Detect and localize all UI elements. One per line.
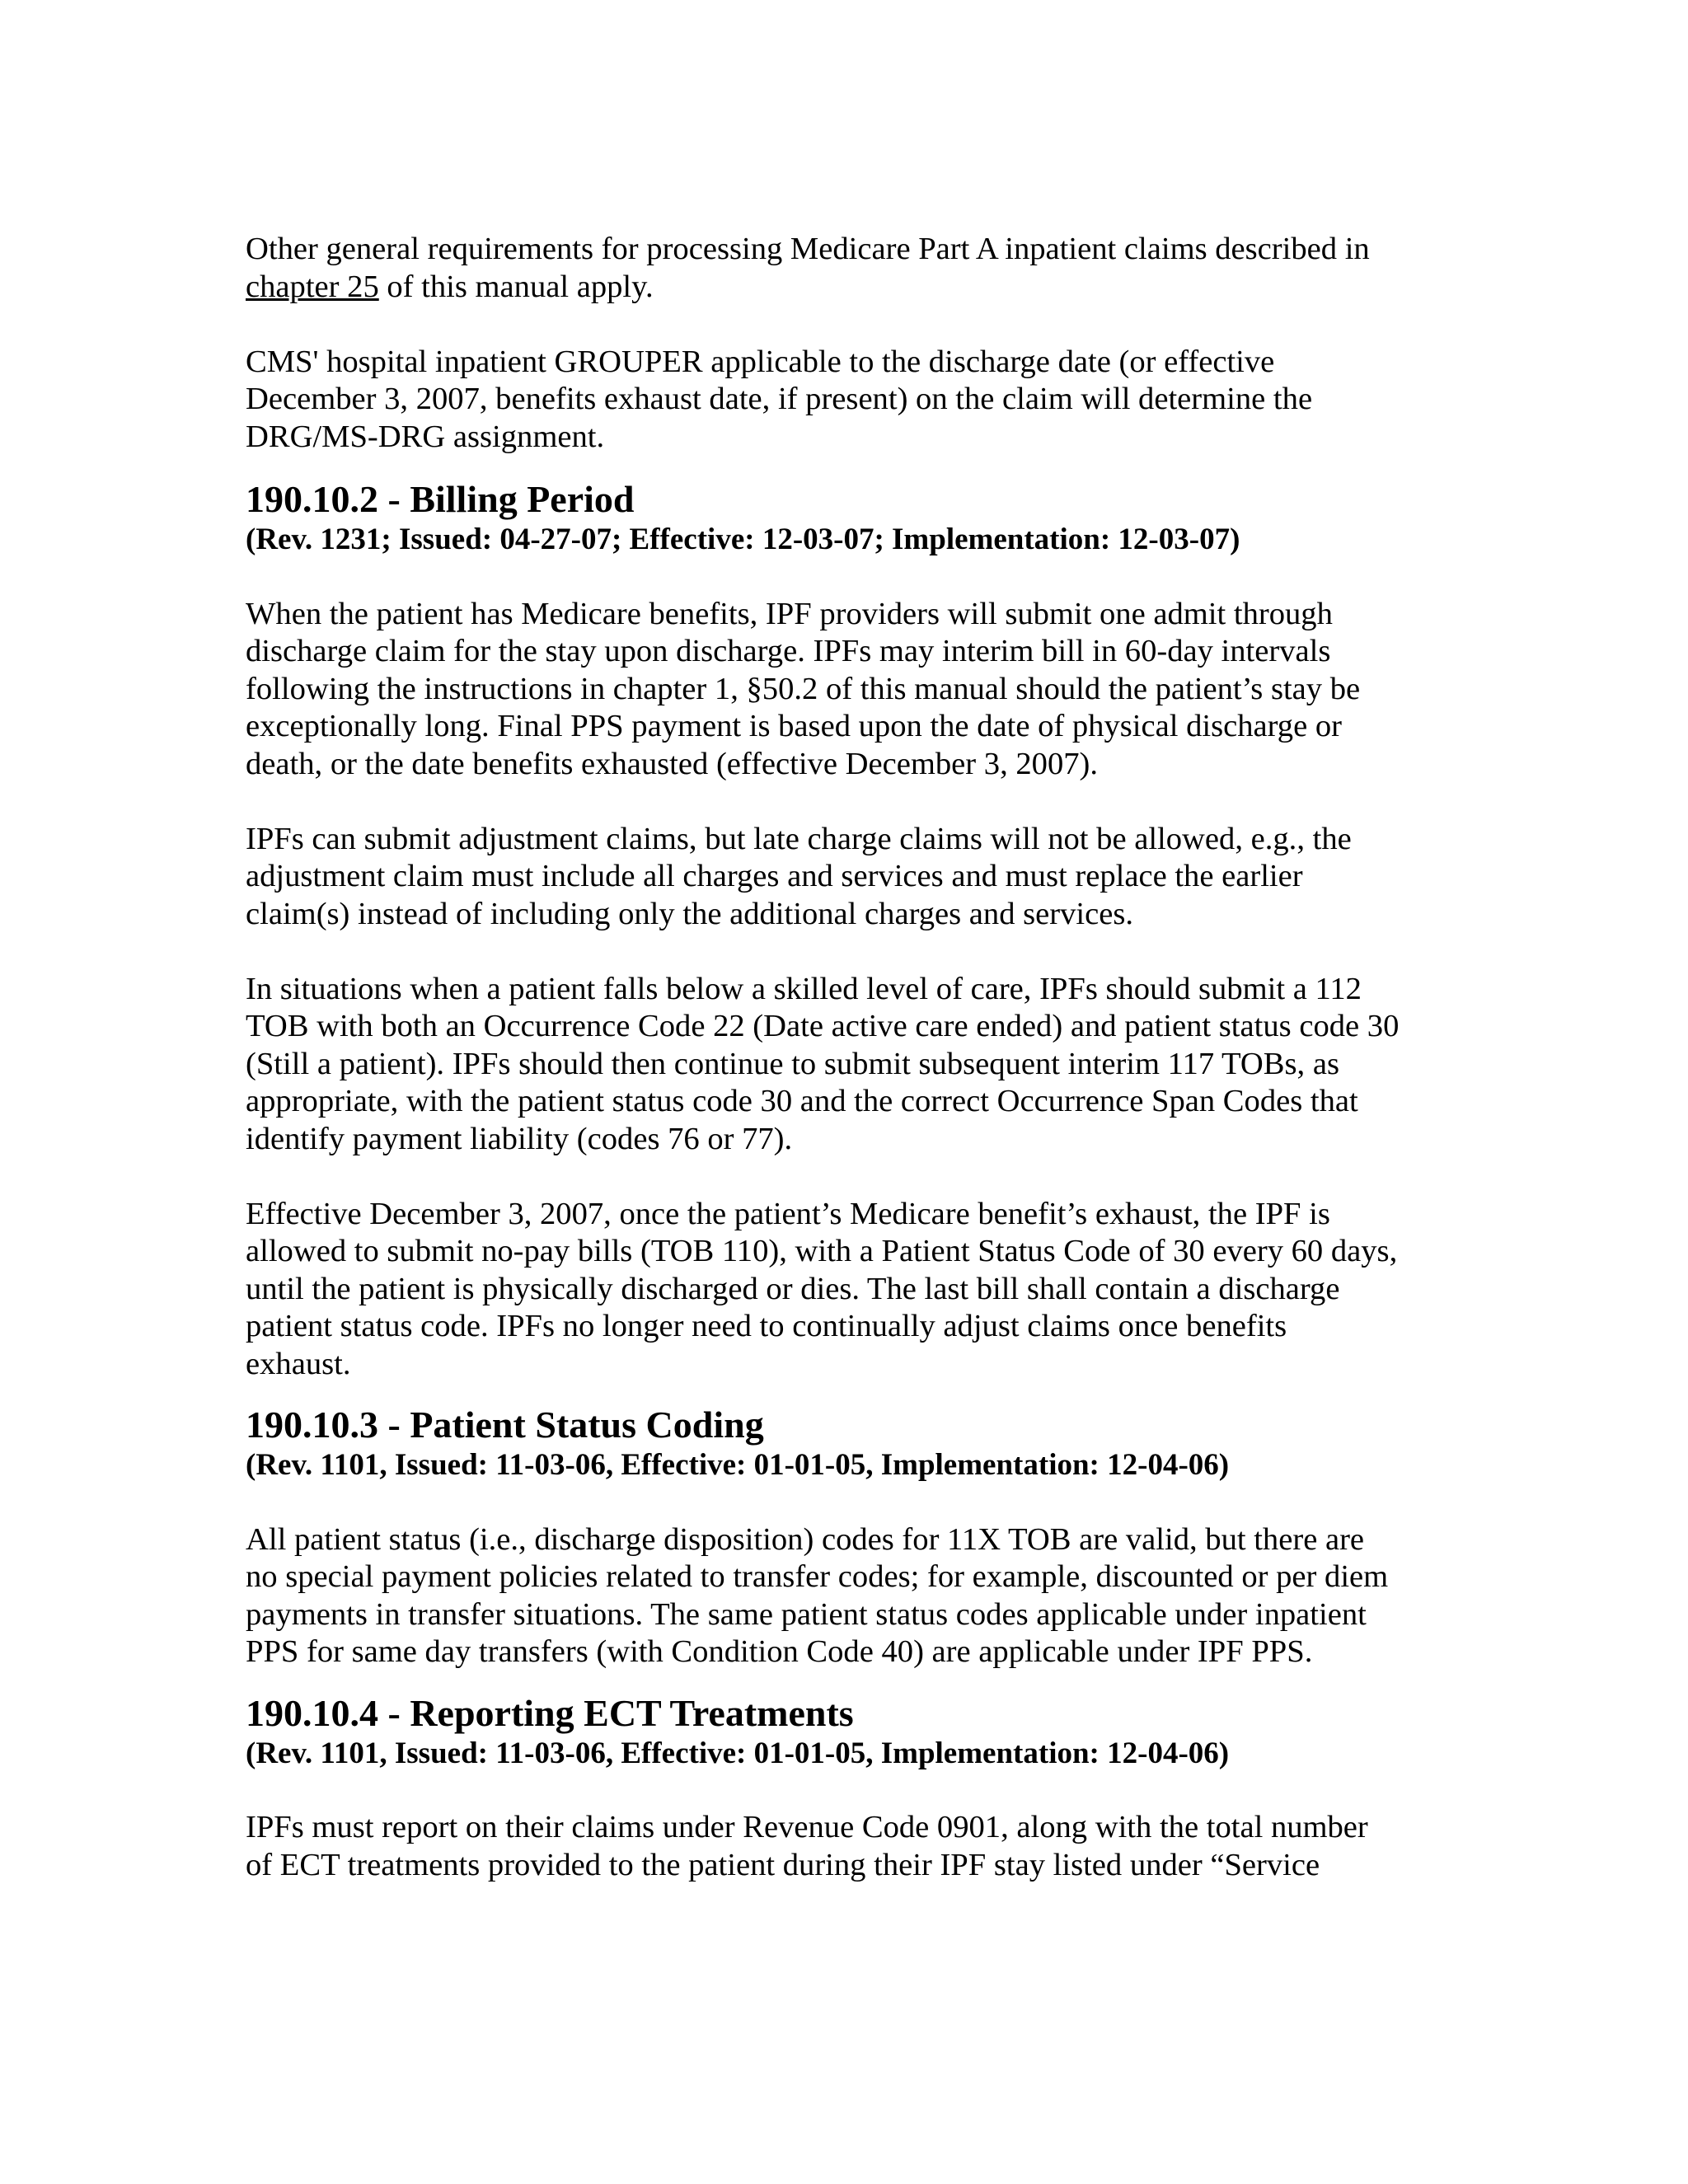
text-line: December 3, 2007, benefits exhaust date, if present) on the claim will determine the [246, 382, 1313, 416]
paragraph-gap [246, 1772, 1465, 1810]
text-line: Other general requirements for processing Medicare Part A inpatient claims described in [246, 232, 1370, 266]
text-line: following the instructions in chapter 1, §50.2 of this manual should the patient’s stay be [246, 671, 1361, 706]
text-line: claim(s) instead of including only the additional charges and services. [246, 896, 1134, 931]
text-line: (Still a patient). IPFs should then continue to submit subsequent interim 117 TOBs, as [246, 1046, 1339, 1081]
section-heading: 190.10.3 - Patient Status Coding [246, 1404, 764, 1446]
body-paragraph [246, 596, 1465, 784]
paragraph-gap [246, 1483, 1465, 1521]
intro-paragraph-2 [246, 344, 1465, 457]
text-line: payments in transfer situations. The same patient status codes applicable under inpatient [246, 1596, 1367, 1632]
text-line: patient status code. IPFs no longer need to continually adjust claims once benefits [246, 1309, 1287, 1343]
text-line: All patient status (i.e., discharge disposition) codes for 11X TOB are valid, but there are [246, 1521, 1365, 1557]
section-reporting-ect-treatments [246, 1691, 1465, 1885]
revision-note: (Rev. 1101, Issued: 11-03-06, Effective: 01-01-05, Implementation: 12-04-06) [246, 1736, 1230, 1770]
text-line: IPFs can submit adjustment claims, but late charge claims will not be allowed, e.g., the [246, 821, 1352, 856]
section-heading: 190.10.4 - Reporting ECT Treatments [246, 1691, 854, 1734]
body-paragraph [246, 1196, 1465, 1384]
text-line: Effective December 3, 2007, once the patient’s Medicare benefit’s exhaust, the IPF is [246, 1196, 1330, 1231]
text-line: In situations when a patient falls below a skilled level of care, IPFs should submit a 112 [246, 971, 1362, 1006]
text-line: discharge claim for the stay upon discharge. IPFs may interim bill in 60-day intervals [246, 634, 1331, 668]
text-line: no special payment policies related to transfer codes; for example, discounted or per diem [246, 1559, 1389, 1594]
text-fragment: of this manual apply. [378, 269, 654, 304]
document-page [246, 231, 1465, 1884]
body-paragraph [246, 821, 1465, 934]
text-line: allowed to submit no-pay bills (TOB 110), with a Patient Status Code of 30 every 60 days, [246, 1234, 1398, 1268]
intro-paragraph-1 [246, 231, 1465, 306]
text-line: adjustment claim must include all charges and services and must replace the earlier [246, 859, 1303, 893]
text-line: of ECT treatments provided to the patient during their IPF stay listed under “Service [246, 1847, 1320, 1882]
paragraph-gap [246, 933, 1465, 971]
body-paragraph [246, 1521, 1465, 1671]
text-line [246, 269, 1465, 307]
text-line: DRG/MS-DRG assignment. [246, 419, 605, 454]
paragraph-gap [246, 306, 1465, 344]
section-billing-period [246, 477, 1465, 1383]
paragraph-gap [246, 558, 1465, 596]
paragraph-gap [246, 783, 1465, 821]
section-patient-status-coding [246, 1403, 1465, 1671]
text-line: death, or the date benefits exhausted (effective December 3, 2007). [246, 746, 1099, 781]
body-paragraph [246, 1809, 1465, 1884]
text-line: identify payment liability (codes 76 or 77). [246, 1121, 793, 1156]
text-line: When the patient has Medicare benefits, IPF providers will submit one admit through [246, 596, 1333, 631]
text-line: exceptionally long. Final PPS payment is based upon the date of physical discharge or [246, 709, 1342, 743]
body-paragraph [246, 971, 1465, 1159]
text-line: appropriate, with the patient status code 30 and the correct Occurrence Span Codes that [246, 1084, 1358, 1118]
paragraph-gap [246, 1158, 1465, 1196]
chapter-25-link[interactable]: chapter 25 [246, 269, 379, 304]
text-line: TOB with both an Occurrence Code 22 (Date active care ended) and patient status code 30 [246, 1009, 1400, 1043]
text-line: IPFs must report on their claims under Revenue Code 0901, along with the total number [246, 1810, 1368, 1844]
text-line: PPS for same day transfers (with Condition Code 40) are applicable under IPF PPS. [246, 1634, 1313, 1669]
section-heading: 190.10.2 - Billing Period [246, 478, 635, 520]
text-line: until the patient is physically discharged or dies. The last bill shall contain a discharge [246, 1271, 1340, 1306]
revision-note: (Rev. 1231; Issued: 04-27-07; Effective: 12-03-07; Implementation: 12-03-07) [246, 523, 1240, 556]
text-line: CMS' hospital inpatient GROUPER applicable to the discharge date (or effective [246, 344, 1275, 379]
text-line: exhaust. [246, 1346, 351, 1381]
revision-note: (Rev. 1101, Issued: 11-03-06, Effective: 01-01-05, Implementation: 12-04-06) [246, 1448, 1230, 1482]
